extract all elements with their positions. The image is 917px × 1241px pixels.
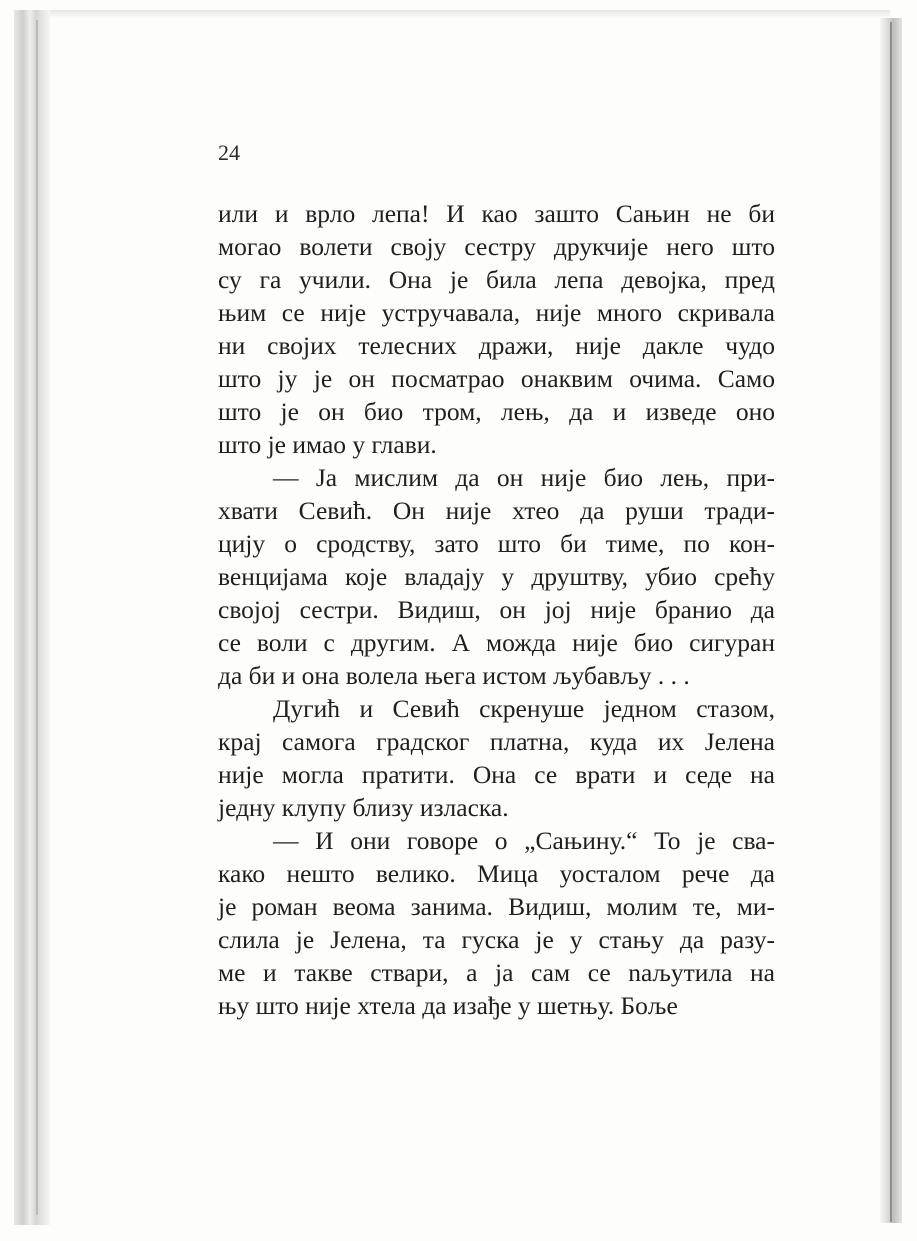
text-line: су га учили. Она је била лепа девојка, пред <box>218 265 775 294</box>
text-line: њим се није устручавала, није много скривала <box>218 298 775 327</box>
text-line: крај самога градског платна, куда их Јелена <box>218 727 775 756</box>
page-number: 24 <box>218 140 240 165</box>
text-line: или и врло лепа! И као зашто Сањин не би <box>218 199 775 228</box>
text-line: хвати Севић. Он није хтео да руши тради- <box>218 496 775 525</box>
paragraph <box>218 692 775 824</box>
text-line: слила је Јелена, та гуска је у стању да разу- <box>218 925 775 954</box>
text-line: једну клупу близу изласка. <box>218 793 509 822</box>
text-line: како нешто велико. Мица уосталом рече да <box>218 859 775 888</box>
text-line: цију о сродству, зато што би тиме, по кон- <box>218 529 775 558</box>
text-line: је роман веома занима. Видиш, молим те, ми- <box>218 892 775 921</box>
text-line: што је он био тром, лењ, да и изведе оно <box>218 397 775 426</box>
text-line: — Ја мислим да он није био лењ, при- <box>273 463 775 492</box>
book-spine-left-edge <box>14 10 50 1225</box>
text-line: што ју је он посматрао онаквим очима. Само <box>218 364 775 393</box>
page-right-edge-line <box>890 22 892 1222</box>
paragraph <box>218 461 775 692</box>
text-line: венцијама које владају у друштву, убио срећу <box>218 562 775 591</box>
paragraph <box>218 824 775 1022</box>
text-line: Дугић и Севић скренуше једном стазом, <box>273 694 775 723</box>
text-line: њу што није хтела да изађе у шетњу. Боље <box>218 991 678 1020</box>
page-top-edge-shadow <box>40 10 890 18</box>
text-line: својој сестри. Видиш, он јој није бранио да <box>218 595 775 624</box>
body-text <box>218 197 775 1022</box>
text-line: — И они говоре о „Сањину.“ То је сва- <box>273 826 775 855</box>
text-line: што је имао у глави. <box>218 430 437 459</box>
text-line: могао волети своју сестру друкчије него што <box>218 232 775 261</box>
text-line: се воли с другим. А можда није био сигуран <box>218 628 775 657</box>
text-line: није могла пратити. Она се врати и седе на <box>218 760 775 789</box>
text-line: да би и она волела њега истом љубављу . . . <box>218 661 690 690</box>
text-line: ме и такве ствари, а ја сам се naљутила на <box>218 958 775 987</box>
text-line: ни својих телесних дражи, није дакле чудо <box>218 331 775 360</box>
paragraph <box>218 197 775 461</box>
spine-fold-line <box>36 20 38 1215</box>
